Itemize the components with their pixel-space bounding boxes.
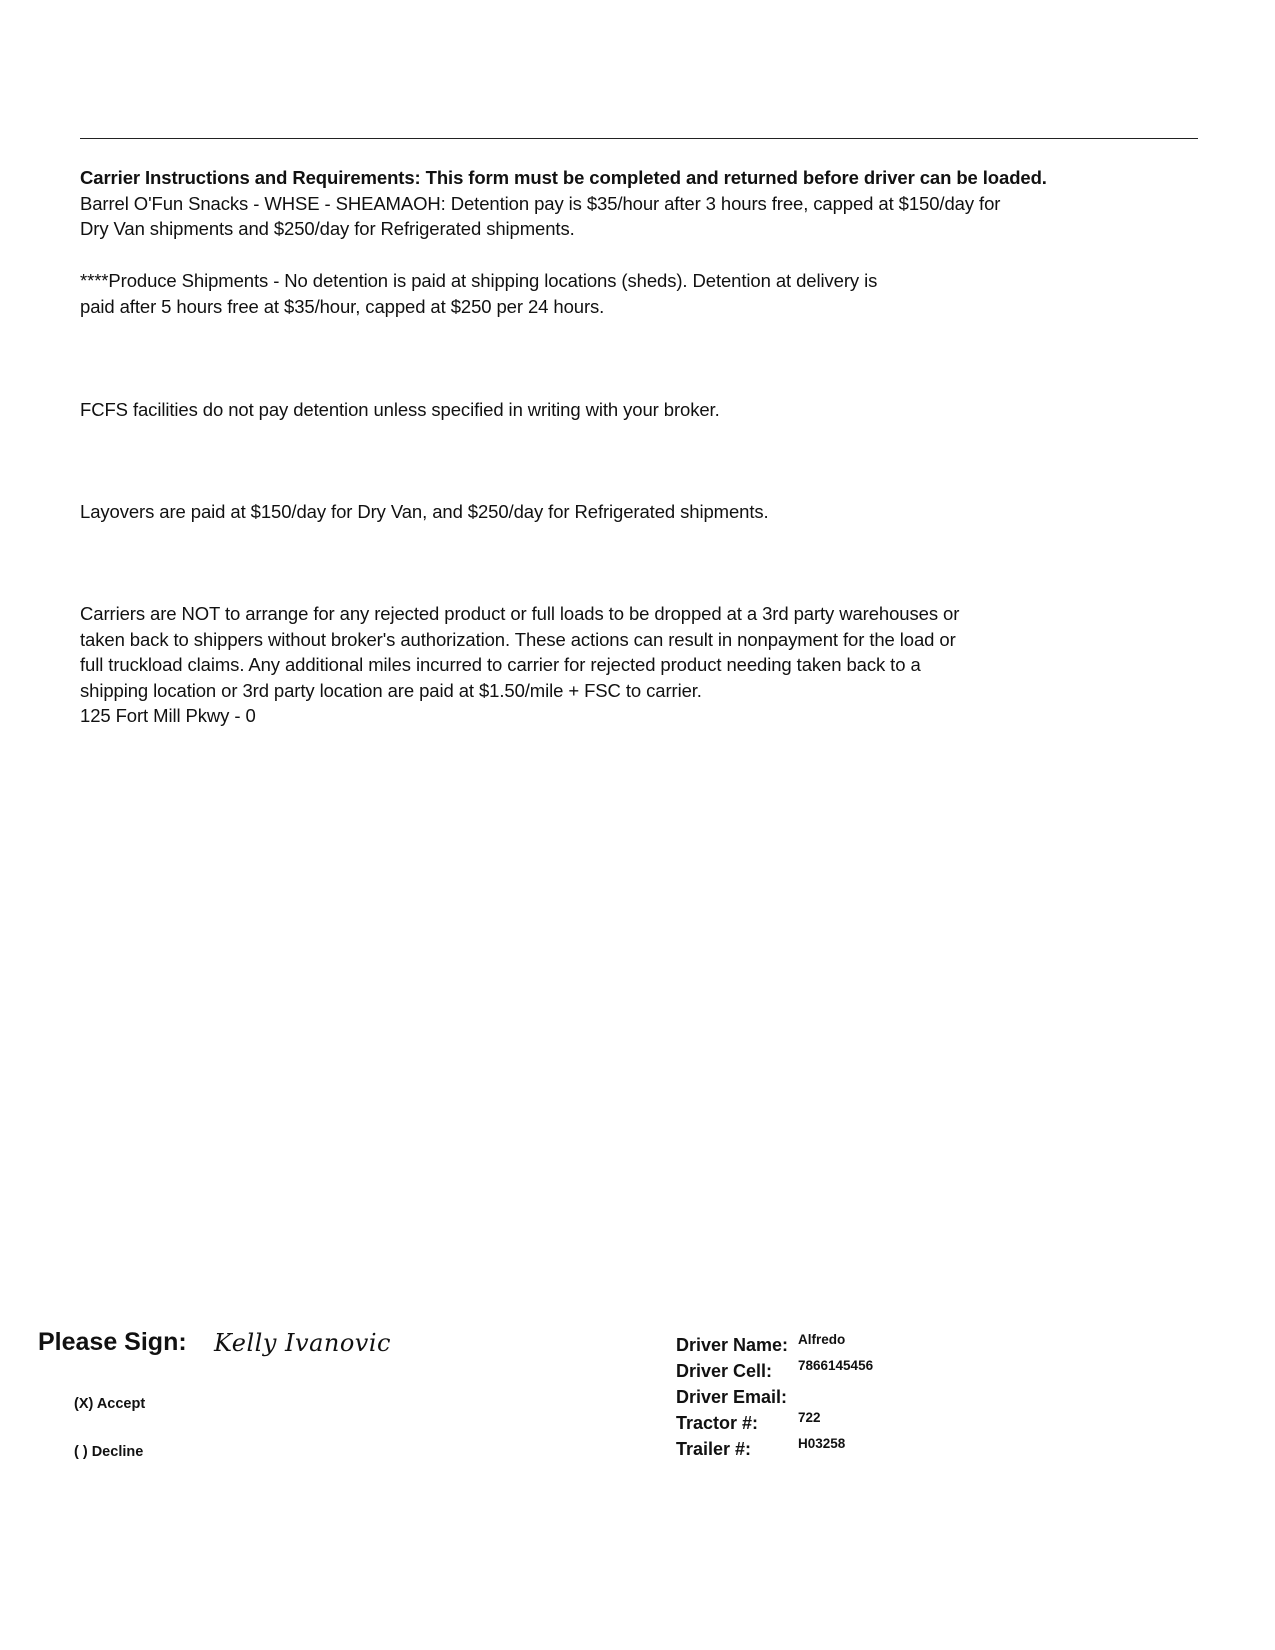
detention-line-2: Dry Van shipments and $250/day for Refrigerated shipments. (80, 218, 575, 239)
produce-line-2: paid after 5 hours free at $35/hour, capped at $250 per 24 hours. (80, 295, 605, 317)
fcfs-text: FCFS facilities do not pay detention unless specified in writing with your broker. (80, 399, 720, 420)
driver-name-row (676, 1332, 1236, 1358)
driver-name-label: Driver Name: (676, 1335, 789, 1355)
tractor-label: Tractor #: (676, 1413, 759, 1433)
driver-cell-label: Driver Cell: (676, 1361, 773, 1381)
instructions-heading: Carrier Instructions and Requirements: This form must be completed and returned before driver can be loaded. (80, 167, 1047, 188)
driver-cell-field[interactable]: 7866145456 (798, 1358, 874, 1373)
driver-cell-row (676, 1358, 1236, 1384)
produce-shipments-note (80, 268, 877, 319)
trailer-label: Trailer #: (676, 1439, 752, 1459)
signature-field[interactable]: Kelly Ivanovic (214, 1329, 391, 1357)
driver-email-label: Driver Email: (676, 1387, 788, 1407)
accept-option[interactable]: (X) Accept (74, 1396, 146, 1412)
carriers-line-1: Carriers are NOT to arrange for any rejected product or full loads to be dropped at a 3rd party warehouses or (80, 603, 960, 624)
fcfs-note (80, 397, 720, 423)
carriers-line-4: shipping location or 3rd party location are paid at $1.50/mile + FSC to carrier. (80, 679, 702, 701)
carriers-line-3: full truckload claims. Any additional miles incurred to carrier for rejected product needing taken back to a (80, 654, 921, 675)
detention-line-1: Barrel O'Fun Snacks - WHSE - SHEAMAOH: Detention pay is $35/hour after 3 hours free, capped at $150/day for (80, 192, 1001, 214)
address-line: 125 Fort Mill Pkwy - 0 (80, 705, 256, 726)
driver-info (676, 1332, 1236, 1462)
tractor-field[interactable]: 722 (798, 1410, 821, 1425)
rejected-product-note (80, 601, 959, 729)
top-divider (80, 138, 1198, 139)
produce-line-1: ****Produce Shipments - No detention is paid at shipping locations (sheds). Detention at delivery is (80, 270, 878, 291)
tractor-row (676, 1410, 1236, 1436)
trailer-row (676, 1436, 1236, 1462)
layover-text: Layovers are paid at $150/day for Dry Van, and $250/day for Refrigerated shipments. (80, 501, 769, 522)
driver-email-row (676, 1384, 1236, 1410)
decline-option[interactable]: ( ) Decline (74, 1444, 144, 1460)
carriers-line-2: taken back to shippers without broker's authorization. These actions can result in nonpayment for the load or (80, 628, 956, 650)
driver-name-field[interactable]: Alfredo (798, 1332, 846, 1347)
carrier-instructions (80, 165, 1047, 242)
layover-note (80, 499, 769, 525)
please-sign-label: Please Sign: (38, 1328, 187, 1356)
trailer-field[interactable]: H03258 (798, 1436, 846, 1451)
